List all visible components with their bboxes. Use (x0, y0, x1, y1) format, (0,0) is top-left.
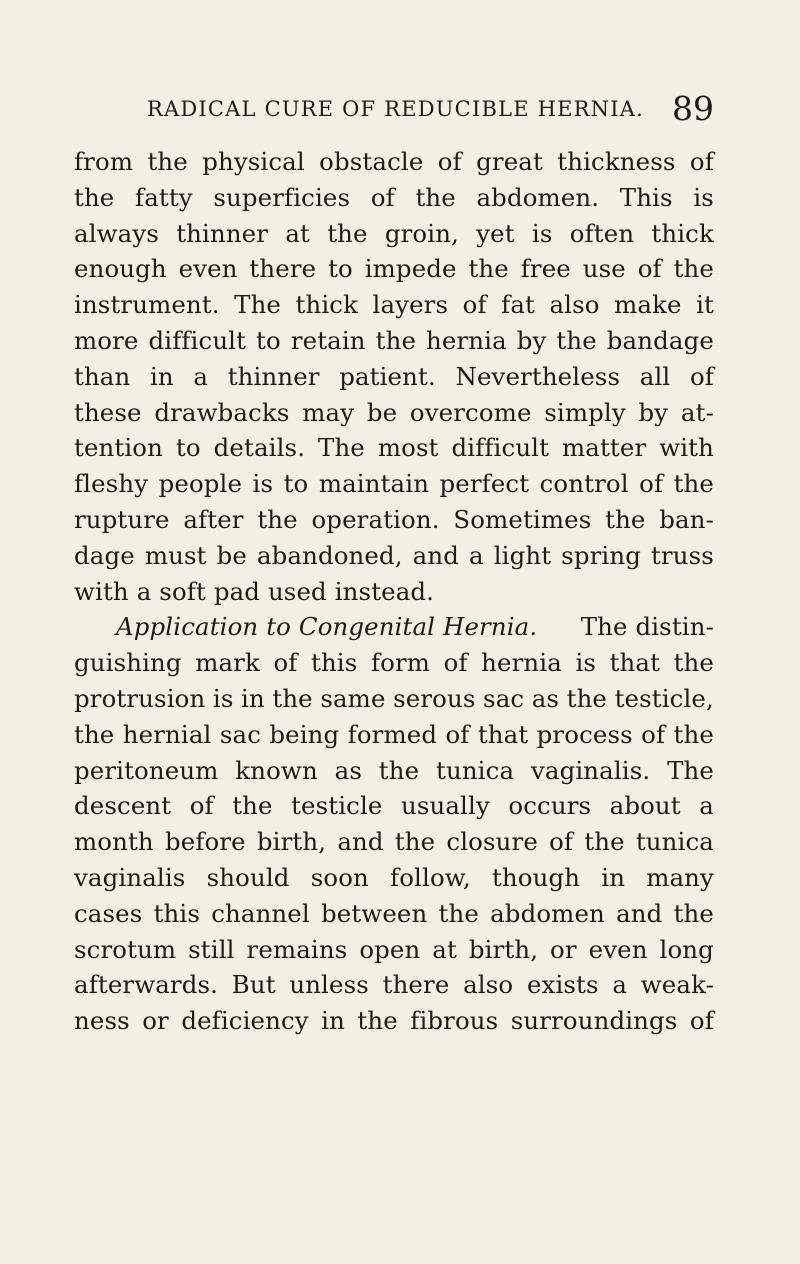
text-line: protrusion is in the same serous sac as the testicle, (74, 683, 714, 713)
section-first-line (74, 609, 714, 645)
text-line: vaginalis should soon follow, though in many (74, 862, 714, 892)
body-text (74, 144, 714, 1039)
text-line: these drawbacks may be overcome simply by at- (74, 397, 714, 427)
section-heading: Application to Congenital Hernia. (116, 612, 538, 642)
text-line: guishing mark of this form of hernia is that the (74, 648, 714, 678)
text-line: always thinner at the groin, yet is often thick (74, 218, 714, 248)
text-line: instrument. The thick layers of fat also make it (74, 290, 714, 320)
text-line: peritoneum known as the tunica vaginalis. The (74, 755, 714, 785)
text-line-last: with a soft pad used instead. (74, 576, 435, 606)
text-line: fleshy people is to maintain perfect control of the (74, 469, 714, 499)
text-line: cases this channel between the abdomen and the (74, 898, 714, 928)
text-line: tention to details. The most difficult matter with (74, 433, 714, 463)
page-number: 89 (672, 89, 714, 128)
text-line: than in a thinner patient. Nevertheless all of (74, 361, 714, 391)
text-line: descent of the testicle usually occurs about a (74, 791, 714, 821)
text-line: scrotum still remains open at birth, or even long (74, 934, 714, 964)
text-line: enough even there to impede the free use of the (74, 254, 714, 284)
text-line: rupture after the operation. Sometimes the ban- (74, 504, 714, 534)
text-line: the hernial sac being formed of that process of the (74, 719, 714, 749)
running-head (138, 89, 714, 131)
text-line: dage must be abandoned, and a light spring truss (74, 540, 714, 570)
section-first-line-rest: The distin- (580, 612, 714, 642)
running-title: RADICAL CURE OF REDUCIBLE HERNIA. (147, 97, 644, 121)
text-line: ness or deficiency in the fibrous surroundings of (74, 1006, 714, 1036)
text-line: afterwards. But unless there also exists a weak- (74, 970, 714, 1000)
text-line: from the physical obstacle of great thickness of (74, 147, 714, 176)
text-line: more difficult to retain the hernia by the bandage (74, 325, 714, 355)
text-line: month before birth, and the closure of the tunica (74, 827, 714, 857)
text-line: the fatty superficies of the abdomen. This is (74, 182, 714, 212)
